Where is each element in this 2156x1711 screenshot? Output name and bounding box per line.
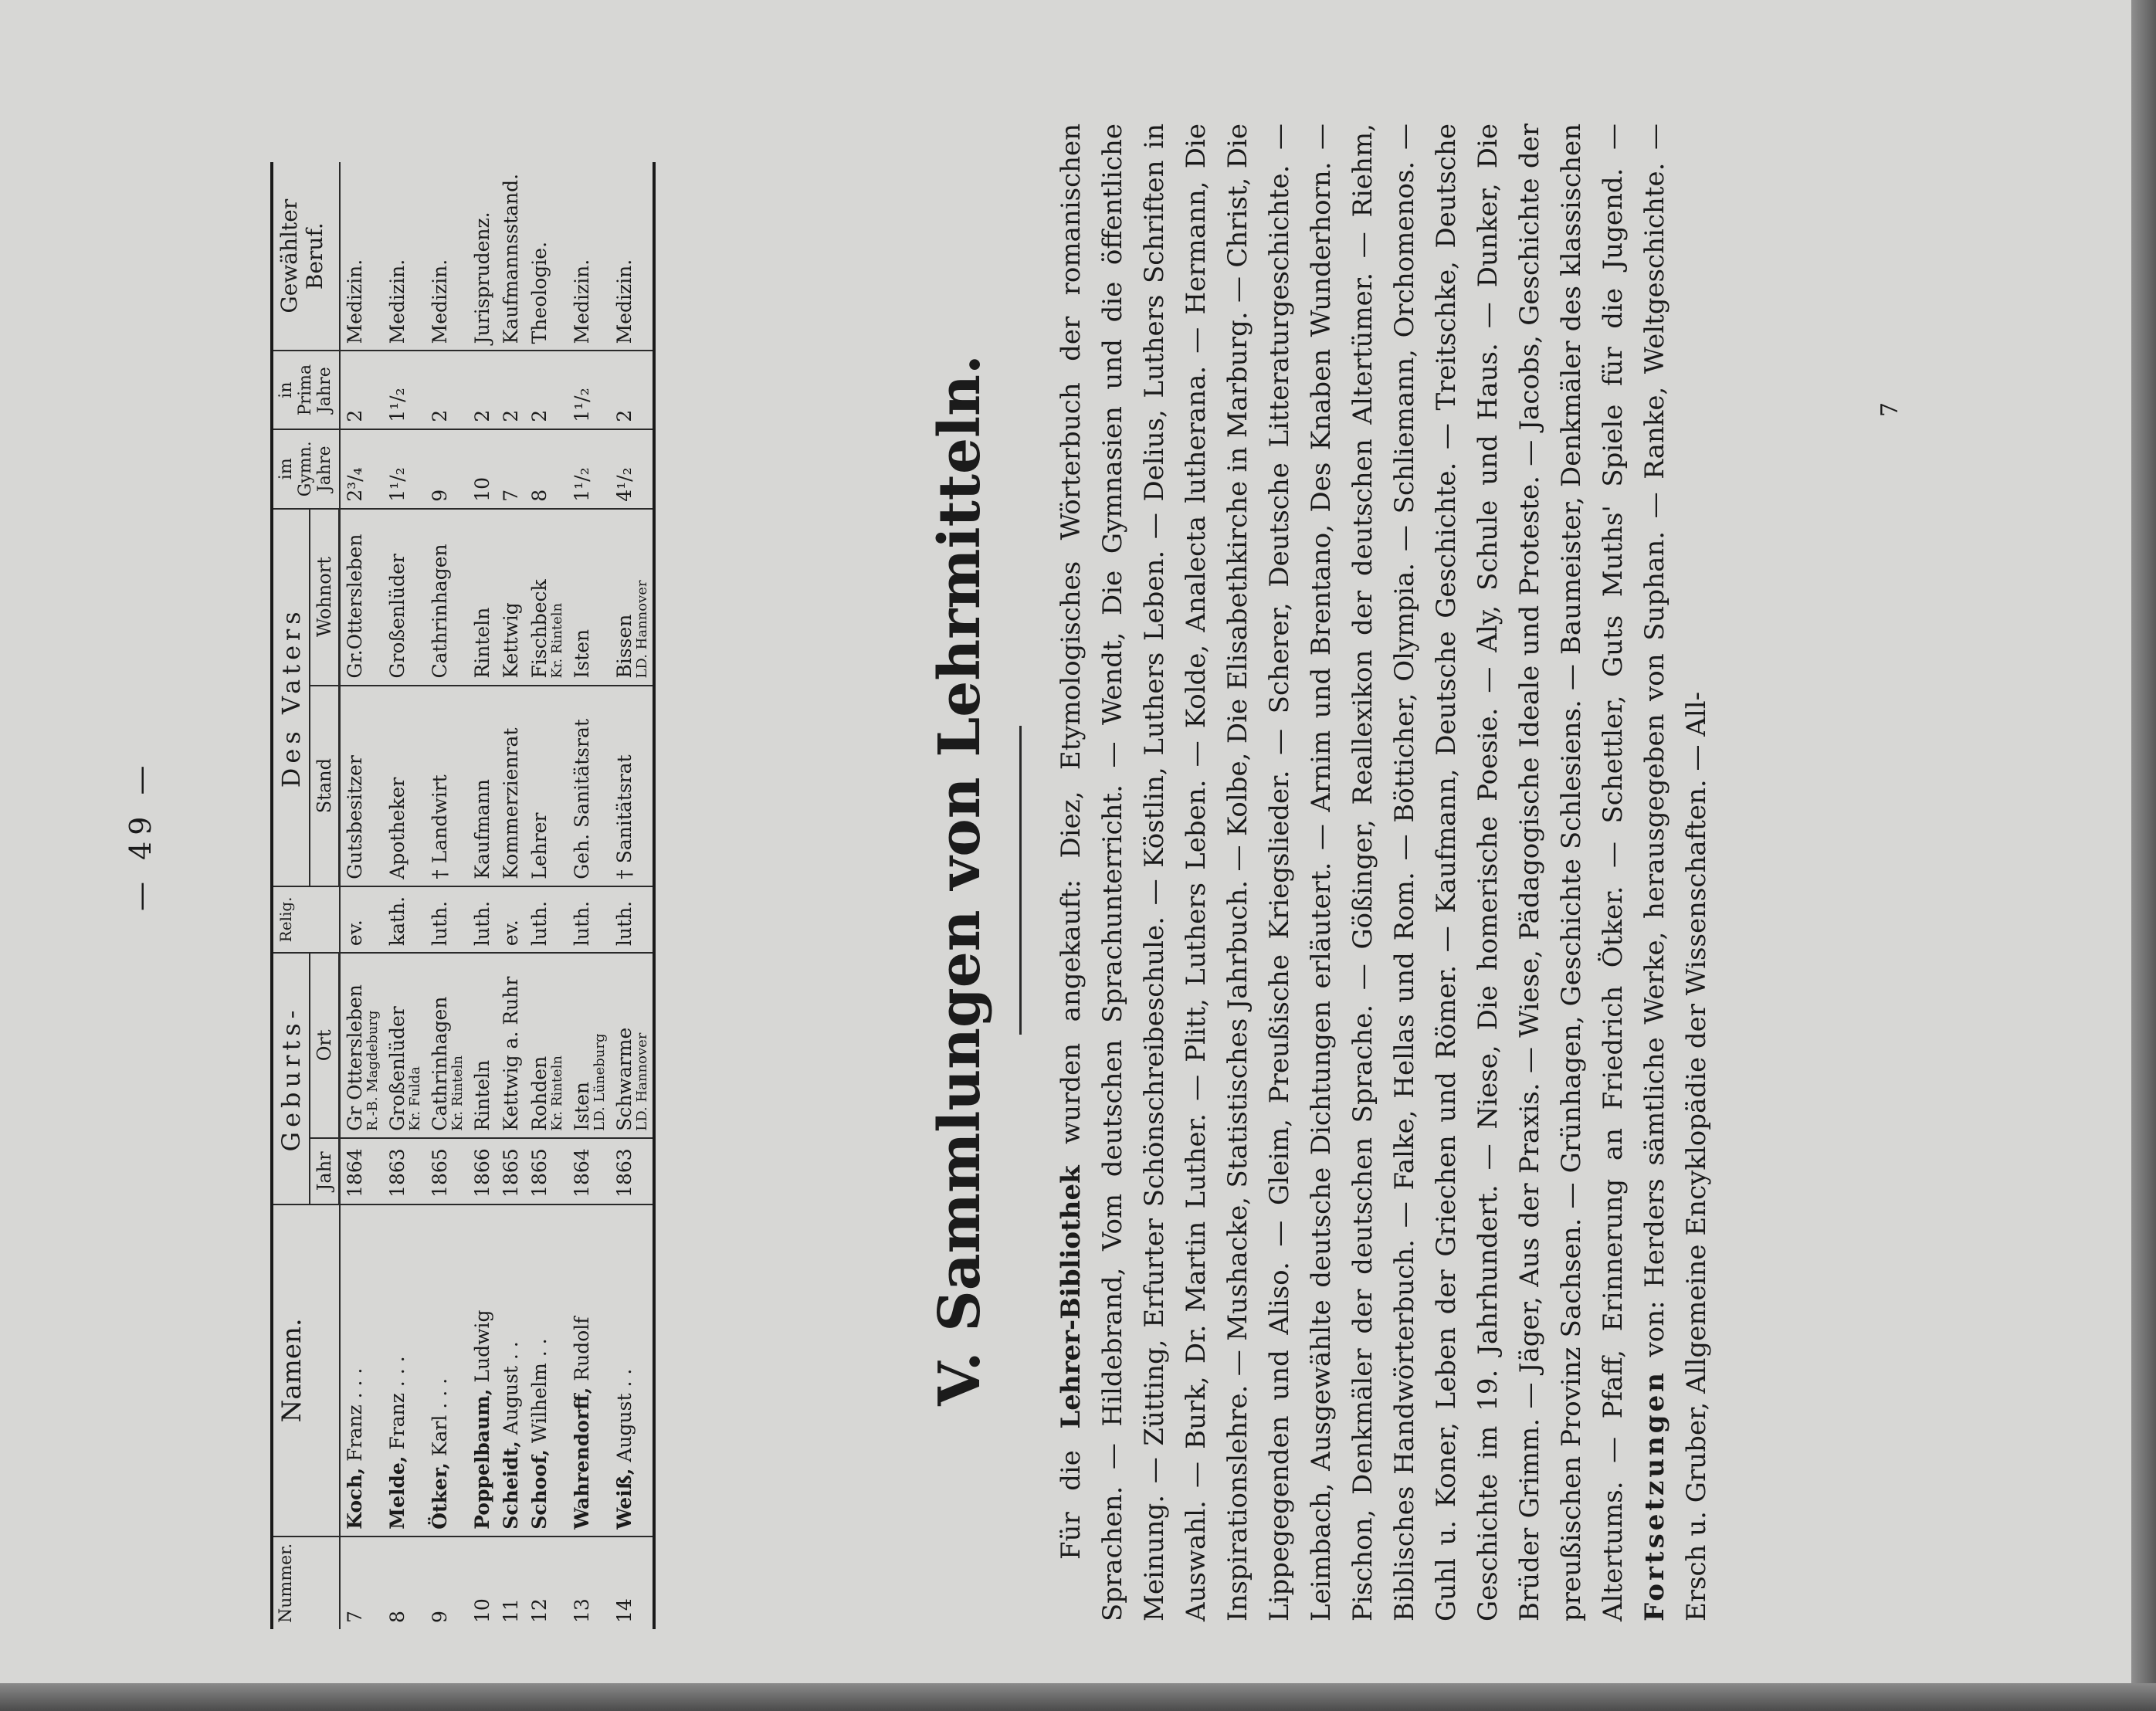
section-title-upright [927,116,993,1645]
text-block [927,116,1903,1645]
cell-wohnort [340,509,384,686]
col-stand: Stand [310,686,340,886]
para-main: wurden angekauft: Diez, Etymologisches Wörterbuch der romanischen Sprachen. — Hildebrand, Vom deutschen Sprachunterricht. — Wendt, Die Gymnasien und die öffentliche Meinung. — Zütting, Erfurter Schönschreibeschule. — Köstlin, Luthers Leben. — Delius, Luthers Schriften in Auswahl. — Burk, Dr. Martin Luther. — Plitt, Luthers Leben. — Kolde, Analecta lutherana. — Hermann, Die Inspirationslehre. — Mushacke, Statistisches Jahrbuch. — Kolbe, Die Elisabethkirche in Marburg. — Christ, Die Lippegegenden und Aliso. — Gleim, Preußische Kriegslieder. — Scherer, Deutsche Litteraturgeschichte. — Leimbach, Ausgewählte deutsche Dichtungen erläutert. — Arnim und Brentano, Des Knaben Wunderhorn. — Pischon, Denkmäler der deutschen Sprache. — Gößinger, Reallexikon der deutschen Altertümer. — Riehm, Biblisches Handwörterbuch. — Falke, Hellas und Rom. — Bötticher, Olympia. — Schliemann, Orchomenos. — Guhl u. Koner, Leben der Griechen und Römer. — Kaufmann, Deutsche Geschichte. — Treitschke, Deutsche Geschichte im 19. Jahrhundert. — Niese, Die homerische Poesie. — Aly, Schule und Haus. — Dunker, Die Brüder Grimm. — Jäger, Aus der Praxis. — Wiese, Pädagogische Ideale und Proteste. — Jacobs, Geschichte der preußischen Provinz Sachsen. — Grünhagen, Geschichte Schlesiens. — Baumeister, Denkmäler des klassischen Altertums. — Pfaff, Erinnerung an Friedrich Ötker. — Schettler, Guts Muths' Spiele für die Jugend. — [1056,123,1629,1621]
cell-gymn-value: 1¹/₂ [386,467,408,502]
cell-stand-value: Gutsbesitzer [344,755,366,879]
cell-stand [468,686,497,886]
table-row [525,162,568,1629]
cell-ort [383,953,425,1138]
cell-jahr-value: 1865 [528,1148,551,1198]
col-nummer: Nummer. [272,1537,340,1629]
col-namen: Namen. [272,1204,340,1537]
para-lead: Für die [1056,1450,1086,1560]
cell-gymn-value: 2³/₄ [343,467,366,502]
cell-relig-value: luth. [613,900,636,947]
cell-wohnort-value: Rinteln [471,607,493,679]
cell-stand [525,686,568,886]
table-row [497,162,525,1629]
page-number-text: — 49 — [124,759,158,911]
cell-ort-value: Rinteln [471,1059,493,1131]
cell-beruf [525,162,568,351]
cell-relig-value: luth. [429,900,451,947]
cell-beruf-value: Medizin. [343,259,366,344]
cell-wohnort [468,509,497,686]
cell-beruf-value: Theologie. [528,241,551,344]
cell-prima-value: 2 [500,409,522,422]
cell-stand [568,686,610,886]
student-surname: Weiß, [613,1468,636,1530]
cell-jahr-value: 1863 [613,1148,636,1198]
cell-relig [525,886,568,953]
cell-prima [525,351,568,429]
cell-jahr-value: 1864 [571,1148,593,1198]
student-surname: Koch, [343,1467,366,1530]
cell-nr [468,1537,497,1629]
cell-beruf [340,162,384,351]
cell-relig-value: luth. [571,900,593,947]
cell-beruf [468,162,497,351]
cell-jahr [340,1138,384,1204]
cell-name [497,1204,525,1537]
cell-beruf-value: Kaufmannsstand. [500,173,522,344]
cell-stand-value: † Sanitätsrat [613,754,636,879]
cell-gymn [383,429,425,509]
cell-ort [568,953,610,1138]
cell-wohnort [525,509,568,686]
cell-ort-value: Gr Ottersleben [344,984,366,1131]
cell-nr-value: 14 [613,1598,636,1623]
cell-stand-value: Geh. Sanitätsrat [571,719,593,879]
cell-jahr-value: 1865 [429,1148,451,1198]
table-row [425,162,468,1629]
col-relig: Relig. [272,886,340,953]
cell-prima [383,351,425,429]
cell-ort-sub: LD. Lüneburg [592,1033,608,1131]
cell-beruf-value: Medizin. [571,259,593,344]
cell-name [525,1204,568,1537]
cell-relig [340,886,384,953]
cell-relig-value: ev. [500,920,522,947]
para-fort-label: Fortsetzungen [1639,1370,1670,1621]
cell-stand [425,686,468,886]
cell-stand [497,686,525,886]
cell-nr [568,1537,610,1629]
cell-jahr [383,1138,425,1204]
cell-nr-value: 13 [571,1598,593,1623]
cell-gymn [610,429,654,509]
para-lead-bold: Lehrer-Bibliothek [1056,1165,1086,1429]
para-fort: von: Herders sämtliche Werke, herausgegeben von Suphan. — Ranke, Weltgeschichte. — Ersch u. Gruber, Allgemeine Encyklopädie der Wissenschaften. — All- [1639,124,1712,1621]
table-row [340,162,384,1629]
cell-jahr-value: 1864 [344,1148,366,1198]
cell-stand-value: Kaufmann [471,778,493,879]
cell-prima-value: 1¹/₂ [571,388,593,422]
cell-stand-value: Kommerzienrat [500,727,522,879]
cell-beruf-value: Medizin. [386,259,408,344]
cell-jahr [425,1138,468,1204]
cell-jahr [525,1138,568,1204]
cell-prima-value: 2 [613,409,636,422]
student-surname: Scheidt, [500,1441,522,1530]
cell-prima [610,351,654,429]
section-rule [1019,726,1022,1035]
student-firstname: Rudolf [571,1316,593,1381]
cell-stand-value: † Landwirt [429,774,451,879]
cell-wohnort [497,509,525,686]
cell-jahr [468,1138,497,1204]
cell-relig-value: ev. [343,920,366,947]
col-gymn: im Gymn. Jahre [272,429,340,509]
table-row [610,162,654,1629]
cell-nr [383,1537,425,1629]
cell-prima [568,351,610,429]
cell-gymn [425,429,468,509]
cell-beruf-value: Medizin. [429,259,451,344]
cell-relig [383,886,425,953]
page-signature: 7 [1876,401,1903,417]
cell-prima [468,351,497,429]
cell-gymn-value: 9 [429,489,451,502]
student-surname: Schoof, [528,1449,551,1530]
cell-wohnort-value: Bissen [613,614,636,679]
table-row [568,162,610,1629]
cell-ort-sub: Kr. Rinteln [549,1055,565,1131]
cell-nr-value: 10 [471,1598,493,1623]
cell-wohnort-value: Cathrinhagen [429,544,451,679]
cell-ort [525,953,568,1138]
cell-prima-value: 1¹/₂ [386,388,408,422]
cell-ort-value: Kettwig a. Ruhr [500,976,522,1131]
cell-relig-value: kath. [386,896,408,947]
cell-gymn-value: 8 [528,489,551,502]
cell-beruf [383,162,425,351]
cell-ort [425,953,468,1138]
students-table-block [270,162,903,1629]
cell-ort-sub: Kr. Fulda [407,1066,423,1131]
cell-gymn-value: 4¹/₂ [613,467,636,502]
cell-ort-value: Isten [571,1082,593,1131]
cell-relig [497,886,525,953]
col-beruf: Gewählter Beruf. [272,162,340,351]
cell-gymn [340,429,384,509]
table-row [383,162,425,1629]
cell-nr [525,1537,568,1629]
student-firstname: Ludwig [471,1310,493,1383]
cell-prima-value: 2 [471,409,493,422]
cell-prima [425,351,468,429]
cell-gymn [497,429,525,509]
cell-jahr [497,1138,525,1204]
cell-prima-value: 2 [528,409,551,422]
student-surname: Melde, [386,1455,408,1530]
cell-gymn [468,429,497,509]
cell-ort [340,953,384,1138]
cell-prima [340,351,384,429]
cell-beruf-value: Jurisprudenz. [471,212,493,344]
col-vater: Des Vaters [272,509,310,886]
cell-wohnort-value: Großenlüder [386,554,408,679]
cell-prima [497,351,525,429]
table-row [468,162,497,1629]
section-paragraph [1050,124,1717,1621]
cell-nr [340,1537,384,1629]
cell-jahr-value: 1865 [500,1148,522,1198]
cell-ort [497,953,525,1138]
cell-beruf [425,162,468,351]
cell-stand [383,686,425,886]
cell-wohnort-value: Gr.Ottersleben [344,534,366,679]
cell-name [340,1204,384,1537]
cell-nr [425,1537,468,1629]
cell-beruf [610,162,654,351]
cell-wohnort [610,509,654,686]
cell-ort-value: Schwarme [613,1027,636,1131]
cell-jahr [610,1138,654,1204]
cell-prima-value: 2 [343,409,366,422]
student-firstname: Franz . . . [386,1356,408,1450]
cell-name [425,1204,468,1537]
cell-relig [425,886,468,953]
cell-nr-value: 12 [528,1598,551,1623]
cell-stand-value: Apotheker [386,777,408,879]
cell-ort [610,953,654,1138]
cell-wohnort [425,509,468,686]
section-heading: V. Sammlungen von Lehrmitteln. [927,354,993,1406]
cell-ort-value: Cathrinhagen [429,996,451,1131]
page-number-upright [124,759,158,911]
cell-relig-value: luth. [471,900,493,947]
student-surname: Wahrendorff, [571,1387,593,1530]
cell-gymn-value: 10 [471,476,493,502]
cell-name [568,1204,610,1537]
cell-prima-value: 2 [429,409,451,422]
col-geburts: Geburts- [272,953,310,1204]
students-table-body [340,162,655,1629]
cell-ort-sub: LD. Hannover [634,1032,650,1131]
cell-wohnort [568,509,610,686]
student-firstname: August . . [500,1341,522,1435]
cell-jahr-value: 1863 [386,1148,408,1198]
student-surname: Ötker, [429,1462,451,1530]
cell-jahr [568,1138,610,1204]
cell-nr-value: 7 [343,1611,366,1623]
cell-ort-sub: Kr. Rinteln [449,1055,466,1131]
cell-beruf-value: Medizin. [613,259,636,344]
cell-relig [568,886,610,953]
cell-stand-value: Lehrer [528,812,551,879]
student-firstname: Wilhelm . . [528,1338,551,1444]
cell-relig [610,886,654,953]
cell-nr [497,1537,525,1629]
cell-wohnort-value: Fischbeck [528,579,551,679]
cell-wohnort-sub: Kr. Rinteln [549,602,565,679]
student-firstname: Franz . . . [343,1367,366,1462]
cell-name [468,1204,497,1537]
cell-ort [468,953,497,1138]
cell-nr-value: 9 [429,1611,451,1623]
cell-ort-sub: R.-B. Magdeburg [364,1010,381,1131]
students-table-upright [270,162,656,1629]
cell-jahr-value: 1866 [471,1148,493,1198]
cell-stand [340,686,384,886]
cell-gymn-value: 1¹/₂ [571,467,593,502]
student-surname: Poppelbaum, [471,1388,493,1530]
student-firstname: August . . [613,1368,636,1462]
cell-ort-value: Großenlüder [386,1006,408,1131]
cell-relig [468,886,497,953]
cell-name [610,1204,654,1537]
col-prima: in Prima Jahre [272,351,340,429]
cell-wohnort-value: Isten [571,628,593,679]
col-jahr: Jahr [310,1138,340,1204]
cell-wohnort-sub: LD. Hannover [634,580,650,679]
cell-ort-value: Rohden [528,1055,551,1131]
col-wohnort: Wohnort [310,509,340,686]
cell-beruf [568,162,610,351]
cell-gymn [568,429,610,509]
cell-stand [610,686,654,886]
student-firstname: Karl . . . [429,1377,451,1457]
cell-beruf [497,162,525,351]
cell-gymn [525,429,568,509]
cell-nr-value: 11 [500,1598,522,1623]
cell-nr-value: 8 [386,1611,408,1623]
cell-relig-value: luth. [528,900,551,947]
cell-name [383,1204,425,1537]
cell-nr [610,1537,654,1629]
col-ort: Ort [310,953,340,1138]
cell-wohnort [383,509,425,686]
cell-gymn-value: 7 [500,489,522,502]
cell-wohnort-value: Kettwig [500,602,522,679]
